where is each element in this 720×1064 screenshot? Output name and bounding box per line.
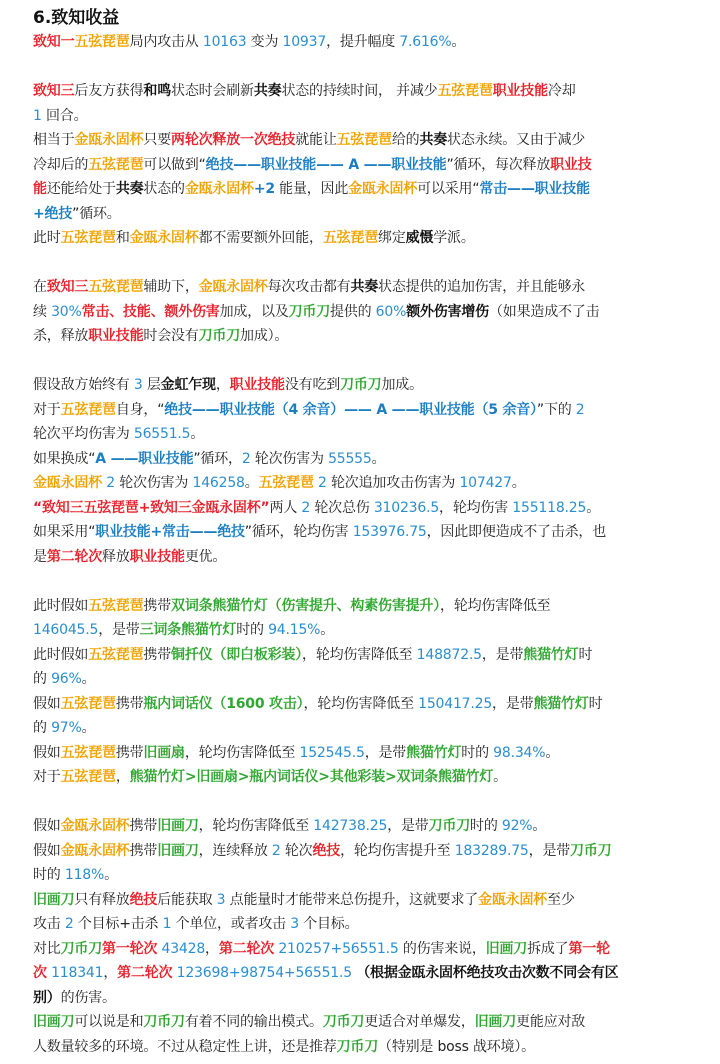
text-segment: 五弦琵琶 xyxy=(60,230,116,246)
text-segment: 五弦琵琶 xyxy=(88,597,144,614)
text-segment: 状态的持续时间， 并减少 xyxy=(281,83,438,99)
text-line xyxy=(33,520,694,545)
text-segment: 金瓯永固杯 xyxy=(184,181,254,197)
text-segment: 状态的 xyxy=(143,181,185,197)
text-line xyxy=(33,447,694,472)
text-segment: 人数量较多的环境。不过从稳定性上讲，还是推荐 xyxy=(33,1038,337,1055)
text-segment: 时的 xyxy=(470,818,502,834)
text-segment: ， xyxy=(205,940,219,957)
text-segment: 轮次伤害为 xyxy=(250,450,329,467)
text-segment: 自身，“ xyxy=(115,401,165,418)
text-segment: 职业技能+常击——绝技 xyxy=(95,524,245,540)
text-segment: 107427 xyxy=(459,475,512,491)
text-segment: 旧画刀 xyxy=(474,1014,517,1030)
text-segment: 职业技能 xyxy=(492,83,548,99)
text-segment: 状态提供的追加伤害，并且能够永 xyxy=(378,279,586,295)
text-segment: 的 xyxy=(33,671,52,687)
text-segment: 第一轮 xyxy=(568,940,610,957)
text-line xyxy=(33,1035,694,1060)
text-line xyxy=(33,373,694,398)
text-segment: ”循环，轮均伤害 xyxy=(244,524,353,540)
text-segment: 只有释放 xyxy=(74,891,130,908)
text-segment: 致知三 xyxy=(46,279,89,295)
text-segment: 旧画扇 xyxy=(143,744,185,761)
text-segment: 153976.75 xyxy=(352,524,427,540)
text-segment: ，轮均伤害降低至 xyxy=(302,646,417,663)
text-segment: 142738.25 xyxy=(313,818,388,834)
text-segment: 假设敌方始终有 xyxy=(33,377,134,393)
text-line xyxy=(33,104,694,129)
text-segment: 至少 xyxy=(547,891,575,908)
text-segment: 。 xyxy=(104,867,118,883)
text-segment: 轮次追加攻击伤害为 xyxy=(326,475,460,491)
text-segment: 五弦琵琶 xyxy=(437,83,493,99)
text-segment: 常击——职业技能 xyxy=(479,181,590,197)
text-segment: 旧画刀 xyxy=(157,842,199,859)
text-segment: 时 xyxy=(578,646,593,663)
text-line xyxy=(33,422,694,447)
text-line xyxy=(33,471,694,496)
text-segment: 98.34% xyxy=(493,744,546,761)
text-segment: ，轮均伤害降低至 xyxy=(303,695,419,712)
text-segment: 能 xyxy=(33,181,47,197)
text-segment: 共奏 xyxy=(419,132,448,148)
text-segment: 。 xyxy=(190,426,205,442)
text-segment: 能量，因此 xyxy=(274,181,349,197)
text-line xyxy=(33,202,694,227)
text-segment: 五弦琵琶 xyxy=(60,695,116,712)
text-segment: 和 xyxy=(115,230,130,246)
text-line xyxy=(33,545,694,570)
text-segment: 提供的 xyxy=(330,303,376,320)
text-segment: 刀币刀 xyxy=(322,1014,365,1030)
paragraph-gap xyxy=(33,55,694,80)
text-segment: 致知一 xyxy=(33,34,75,50)
text-segment: 五弦琵琶 xyxy=(60,769,116,785)
text-segment: 的 xyxy=(33,720,52,736)
text-segment: 熊猫竹灯 xyxy=(533,695,589,712)
text-segment: 152545.5 xyxy=(299,744,365,761)
text-segment: ”循环，每次释放 xyxy=(446,156,551,173)
text-segment: 加成，以及 xyxy=(219,303,289,320)
text-segment: 五弦琵琶 xyxy=(88,646,144,663)
text-line xyxy=(33,324,694,349)
text-segment: 118% xyxy=(64,867,105,883)
text-line xyxy=(33,398,694,423)
text-line xyxy=(33,839,694,864)
text-segment: ，连续释放 xyxy=(198,842,272,859)
text-segment: 假如 xyxy=(33,695,61,712)
text-segment: ， xyxy=(215,377,230,393)
text-segment: 没有吃到 xyxy=(284,377,341,393)
text-segment: 更优。 xyxy=(184,548,227,565)
text-segment: 金瓯永固杯 xyxy=(33,475,102,491)
text-segment: ，轮均伤害降低至 xyxy=(198,818,314,834)
text-segment: 辅助下， xyxy=(143,279,199,295)
text-segment: 第一轮次 xyxy=(102,940,158,957)
text-segment: ， xyxy=(103,965,118,981)
text-segment: 就能让 xyxy=(295,132,337,148)
text-segment: 杀，释放 xyxy=(33,328,89,344)
text-segment: 。 xyxy=(371,450,386,467)
text-segment: 第二轮次 xyxy=(46,548,103,565)
text-line xyxy=(33,594,694,619)
text-line xyxy=(33,643,694,668)
text-line xyxy=(33,1010,694,1035)
text-segment: 绝技——职业技能（4 余音）—— A ——职业技能（5 余音） xyxy=(164,401,537,418)
text-segment: 携带 xyxy=(143,597,172,614)
text-segment: 。 xyxy=(532,818,547,834)
text-segment: 2 xyxy=(301,499,311,516)
text-segment: （如果造成不了击 xyxy=(489,303,600,320)
text-segment: （特别是 boss 战环境）。 xyxy=(378,1038,535,1055)
text-segment: 刀币刀 xyxy=(340,377,382,393)
text-segment: 155118.25 xyxy=(512,499,587,516)
text-segment: 局内攻击从 xyxy=(129,34,203,50)
text-line xyxy=(33,912,694,937)
text-segment: 60% xyxy=(375,303,407,320)
text-segment: A ——职业技能 xyxy=(95,450,194,467)
text-segment: 118341 xyxy=(51,965,104,981)
text-segment: 威慑 xyxy=(405,230,434,246)
text-segment: 2 xyxy=(575,401,585,418)
text-segment: ，是带 xyxy=(387,818,429,834)
text-segment: 1 xyxy=(162,916,172,932)
text-segment: 还能给处于 xyxy=(46,181,116,197)
text-segment: ，是带 xyxy=(481,646,524,663)
text-segment: 3 xyxy=(290,916,299,932)
text-line xyxy=(33,79,694,104)
text-segment: ，是带 xyxy=(528,842,571,859)
text-segment: 第二轮次 xyxy=(117,965,173,981)
text-line xyxy=(33,30,694,55)
text-segment: 。 xyxy=(81,671,96,687)
paragraph-gap xyxy=(33,251,694,276)
paragraph-gap xyxy=(33,790,694,815)
text-segment: 状态时会刷新 xyxy=(171,83,254,99)
text-line xyxy=(33,153,694,178)
text-segment: 相当于 xyxy=(33,132,75,148)
text-segment: 拆成了 xyxy=(527,940,569,957)
text-segment: ，是带 xyxy=(364,744,407,761)
text-line xyxy=(33,496,694,521)
text-segment: 变为 xyxy=(246,34,283,50)
text-segment: 30% xyxy=(51,303,82,320)
text-segment: 时的 xyxy=(236,622,269,638)
text-segment: +2 xyxy=(253,181,275,197)
text-segment: ，轮均伤害 xyxy=(439,499,513,516)
text-segment: 后友方获得 xyxy=(74,83,144,99)
text-segment: 金瓯永固杯 xyxy=(348,181,418,197)
text-segment: ，提升幅度 xyxy=(326,34,400,50)
document-body xyxy=(33,30,694,1059)
paragraph-gap xyxy=(33,569,694,594)
text-segment: 瓶内词话仪（1600 攻击） xyxy=(143,695,304,712)
text-segment: 别） xyxy=(33,989,61,1006)
paragraph-gap xyxy=(33,349,694,374)
text-segment: 2 xyxy=(271,842,281,859)
text-segment: 共奏 xyxy=(253,83,282,99)
text-segment: 金瓯永固杯 xyxy=(74,132,144,148)
text-segment: 对于 xyxy=(33,401,61,418)
text-segment: 释放 xyxy=(102,548,130,565)
text-segment: 学派。 xyxy=(433,230,475,246)
text-line xyxy=(33,692,694,717)
text-segment: 刀币刀 xyxy=(288,303,330,320)
text-segment: 2 xyxy=(64,916,74,932)
text-segment: +绝技 xyxy=(33,205,73,222)
text-segment: ， xyxy=(115,769,130,785)
text-segment: 金瓯永固杯 xyxy=(478,891,548,908)
text-line xyxy=(33,765,694,790)
text-segment: 熊猫竹灯 xyxy=(523,646,579,663)
text-line xyxy=(33,814,694,839)
text-segment: 更能应对敌 xyxy=(516,1014,586,1030)
text-line xyxy=(33,888,694,913)
text-segment: 五弦琵琶 xyxy=(322,230,379,246)
text-segment: 310236.5 xyxy=(373,499,440,516)
text-segment: 10163 xyxy=(202,34,247,50)
text-segment: 123698+98754+56551.5 xyxy=(176,965,352,981)
text-segment: 。 xyxy=(586,499,601,516)
text-segment: 旧画刀 xyxy=(485,940,528,957)
text-segment: 如果采用“ xyxy=(33,524,96,540)
text-segment: ，轮均伤害降低至 xyxy=(440,597,551,614)
text-segment: 轮次伤害为 xyxy=(114,475,193,491)
text-segment: 。 xyxy=(320,622,335,638)
text-segment: 层 xyxy=(142,377,161,393)
text-segment: 此时 xyxy=(33,230,61,246)
text-segment: 后能获取 xyxy=(157,891,217,908)
text-segment: ，是带 xyxy=(492,695,534,712)
text-segment: 的伤害。 xyxy=(60,989,116,1006)
text-line xyxy=(33,667,694,692)
text-segment: 3 xyxy=(216,891,226,908)
text-segment: 。 xyxy=(244,475,259,491)
text-line xyxy=(33,128,694,153)
text-line xyxy=(33,177,694,202)
text-segment: 第二轮次 xyxy=(218,940,275,957)
text-segment: 冷却 xyxy=(547,83,576,99)
text-segment: 可以说是和 xyxy=(74,1014,144,1030)
text-segment: 冷却后的 xyxy=(33,156,89,173)
text-segment: 时的 xyxy=(461,744,494,761)
text-segment: 时 xyxy=(588,695,603,712)
text-segment: 时的 xyxy=(33,867,65,883)
text-segment: 如果换成“ xyxy=(33,450,96,467)
text-segment: 2 xyxy=(318,475,327,491)
text-segment: 94.15% xyxy=(268,622,321,638)
text-segment: 92% xyxy=(501,818,533,834)
text-line xyxy=(33,226,694,251)
text-segment: 给的 xyxy=(391,132,420,148)
text-segment: 攻击 xyxy=(33,916,65,932)
text-line xyxy=(33,937,694,962)
text-segment: 210257+56551.5 xyxy=(278,940,399,957)
text-segment: 两人 xyxy=(269,499,302,516)
text-segment: 旧画刀 xyxy=(157,818,199,834)
text-segment: 携带 xyxy=(129,818,158,834)
text-segment: 10937 xyxy=(282,34,327,50)
text-segment: 3 xyxy=(133,377,143,393)
text-segment: 职业技能 xyxy=(88,328,144,344)
text-segment: 常击、技能、额外伤害 xyxy=(81,303,220,320)
text-segment: 绑定 xyxy=(378,230,406,246)
text-segment: 加成。 xyxy=(381,377,423,393)
text-segment: 职业技能 xyxy=(229,377,285,393)
text-segment: 点能量时才能带来总伤提升，这就要求了 xyxy=(225,891,479,908)
text-segment: ”下的 xyxy=(536,401,576,418)
text-segment: 假如 xyxy=(33,818,61,834)
text-segment: 轮次 xyxy=(280,842,313,859)
text-segment: 致知三 xyxy=(33,83,75,99)
text-segment: 绝技——职业技能—— A ——职业技能 xyxy=(205,156,447,173)
text-segment: 假如 xyxy=(33,744,61,761)
text-segment: 2 xyxy=(106,475,115,491)
text-segment: 43428 xyxy=(161,940,206,957)
text-segment: 轮次平均伤害为 xyxy=(33,426,134,442)
text-segment: 铜扦仪（即白板彩装） xyxy=(171,646,303,663)
text-segment: 五弦琵琶 xyxy=(88,279,144,295)
text-segment: “致知三五弦琵琶+致知三金瓯永固杯” xyxy=(33,499,270,516)
text-segment: 绝技 xyxy=(129,891,158,908)
text-segment: 。 xyxy=(451,34,466,50)
text-segment: 刀币刀 xyxy=(570,842,612,859)
text-segment: 刀币刀 xyxy=(428,818,471,834)
text-segment: 金虹乍现 xyxy=(160,377,216,393)
text-segment: 两轮次释放一次绝技 xyxy=(171,132,296,148)
text-segment: 146045.5 xyxy=(33,622,99,638)
text-segment: 2 xyxy=(241,450,251,467)
text-segment: 加成）。 xyxy=(240,328,289,344)
text-segment: 携带 xyxy=(129,842,158,859)
text-segment: 共奏 xyxy=(350,279,379,295)
text-segment: 和鸣 xyxy=(143,83,172,99)
text-segment: 可以采用“ xyxy=(417,181,480,197)
text-segment: ，因此即便造成不了击杀，也 xyxy=(426,524,607,540)
text-line xyxy=(33,716,694,741)
text-segment: 回合。 xyxy=(41,107,88,124)
text-line xyxy=(33,741,694,766)
text-segment: 刀币刀 xyxy=(198,328,241,344)
text-segment: 五弦琵琶 xyxy=(74,34,130,50)
text-segment: 携带 xyxy=(115,695,144,712)
text-line xyxy=(33,961,694,986)
text-segment: 金瓯永固杯 xyxy=(198,279,268,295)
text-segment: 对比 xyxy=(33,940,61,957)
text-line xyxy=(33,300,694,325)
text-segment: 146258 xyxy=(192,475,245,491)
text-segment: 职业技 xyxy=(550,156,592,173)
text-segment: 金瓯永固杯 xyxy=(60,842,130,859)
text-segment: 状态永续。又由于减少 xyxy=(447,132,586,148)
text-segment: 绝技 xyxy=(312,842,341,859)
text-segment: 职业技能 xyxy=(129,548,185,565)
text-segment: 更适合对单爆发， xyxy=(364,1014,475,1030)
text-segment: 旧画刀 xyxy=(33,891,75,908)
text-segment: 熊猫竹灯 xyxy=(406,744,462,761)
text-segment: 额外伤害增伤 xyxy=(406,303,489,320)
text-line xyxy=(33,618,694,643)
text-segment: 个单位，或者攻击 xyxy=(171,916,291,932)
text-segment: 刀币刀 xyxy=(143,1014,185,1030)
text-segment: 旧画刀 xyxy=(33,1014,75,1030)
text-segment: 此时假如 xyxy=(33,597,89,614)
text-segment: 五弦琵琶 xyxy=(258,475,314,491)
text-segment: 五弦琵琶 xyxy=(60,401,116,418)
text-segment: 55555 xyxy=(328,450,372,467)
text-line xyxy=(33,275,694,300)
section-title: 6.致知收益 xyxy=(33,8,120,28)
text-segment: 183289.75 xyxy=(454,842,529,859)
text-segment: 对于 xyxy=(33,769,61,785)
text-segment: 。 xyxy=(493,769,507,785)
text-segment: ，轮均伤害提升至 xyxy=(340,842,455,859)
text-segment: 150417.25 xyxy=(418,695,493,712)
text-segment: （根据金瓯永固杯绝技攻击次数不同会有区 xyxy=(356,965,619,981)
text-segment: 轮次总伤 xyxy=(310,499,374,516)
text-segment: 。 xyxy=(545,744,560,761)
text-segment: 97% xyxy=(51,720,82,736)
text-segment: 个目标+击杀 xyxy=(73,916,163,932)
text-segment: 有着不同的输出模式。 xyxy=(184,1014,323,1030)
text-segment: 1 xyxy=(33,107,42,124)
text-segment: 五弦琵琶 xyxy=(88,156,144,173)
text-segment: 五弦琵琶 xyxy=(60,744,116,761)
text-segment: 在 xyxy=(33,279,47,295)
text-segment: 的伤害来说， xyxy=(398,940,486,957)
text-segment: 携带 xyxy=(115,744,144,761)
text-segment: 次 xyxy=(33,965,47,981)
text-segment: 7.616% xyxy=(399,34,452,50)
text-segment: 假如 xyxy=(33,842,61,859)
text-segment: 只要 xyxy=(143,132,172,148)
text-segment: 可以做到“ xyxy=(143,156,206,173)
text-segment: ，轮均伤害降低至 xyxy=(184,744,300,761)
text-segment: 56551.5 xyxy=(133,426,191,442)
text-segment: ，是带 xyxy=(98,622,140,638)
text-segment: ”循环， xyxy=(193,450,242,467)
text-segment: ”循环。 xyxy=(72,205,121,222)
text-segment: 。 xyxy=(81,720,96,736)
text-segment: 双词条熊猫竹灯（伤害提升、构素伤害提升） xyxy=(171,597,441,614)
text-segment: 是 xyxy=(33,548,47,565)
text-segment: 此时假如 xyxy=(33,646,89,663)
text-segment: 刀币刀 xyxy=(60,940,103,957)
text-segment: 时会没有 xyxy=(143,328,199,344)
text-segment: 三词条熊猫竹灯 xyxy=(139,622,237,638)
text-line xyxy=(33,986,694,1011)
text-segment: 金瓯永固杯 xyxy=(129,230,199,246)
text-segment: 个目标。 xyxy=(298,916,359,932)
text-segment: 148872.5 xyxy=(416,646,482,663)
text-segment: 共奏 xyxy=(115,181,144,197)
text-segment: 。 xyxy=(511,475,526,491)
text-segment: 金瓯永固杯 xyxy=(60,818,130,834)
text-segment: 续 xyxy=(33,303,52,320)
text-line xyxy=(33,863,694,888)
text-segment: 都不需要额外回能， xyxy=(198,230,323,246)
text-segment: 刀币刀 xyxy=(336,1038,379,1055)
text-segment: 熊猫竹灯>旧画扇>瓶内词话仪>其他彩装>双词条熊猫竹灯 xyxy=(129,769,494,785)
text-segment: 96% xyxy=(51,671,82,687)
text-segment: 每次攻击都有 xyxy=(267,279,351,295)
text-segment: 携带 xyxy=(143,646,172,663)
text-segment: 五弦琵琶 xyxy=(336,132,392,148)
